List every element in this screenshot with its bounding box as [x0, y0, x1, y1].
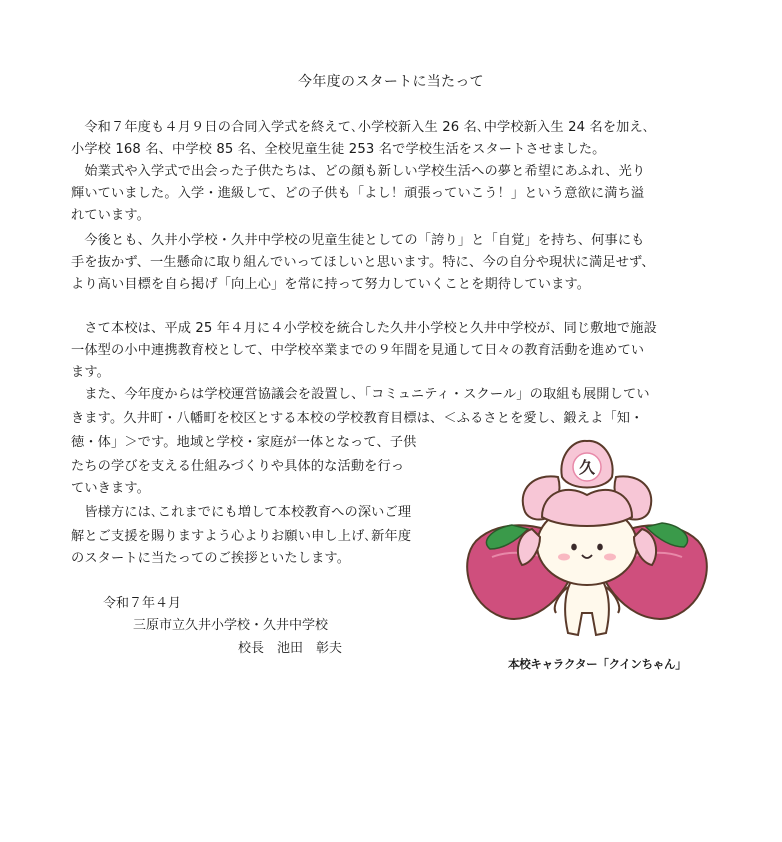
mascot-badge-char: 久 [578, 458, 596, 477]
body-line: れています。 [71, 208, 150, 223]
body-line: 一体型の小中連携教育校として、中学校卒業までの９年間を見通して日々の教育活動を進めてい [71, 343, 645, 358]
mascot-caption: 本校キャラクター「クインちゃん」 [508, 657, 687, 671]
body-line: 輝いていました。入学・進級して、どの子供も「よし！頑張っていこう！」という意欲に満ち溢 [71, 186, 645, 201]
body-line: 手を抜かず、一生懸命に取り組んでいってほしいと思います。特に、今の自分や現状に満足せず、 [71, 255, 655, 270]
body-line: 解とご支援を賜りますよう心よりお願い申し上げ､新年度 [71, 529, 412, 544]
body-line: 小学校 168 名、中学校 85 名、全校児童生徒 253 名で学校生活をスタートさせました。 [71, 142, 606, 157]
body-line: 徳・体」＞です。地域と学校・家庭が一体となって、子供 [71, 435, 417, 450]
body-line: 令和７年度も４月９日の合同入学式を終えて､小学校新入生 26 名､中学校新入生 24 名を加え､ [71, 120, 650, 135]
signature-date: 令和７年４月 [103, 596, 182, 611]
page-title: 今年度のスタートに当たって [298, 74, 484, 90]
body-line: さて本校は、平成 25 年４月に４小学校を統合した久井小学校と久井中学校が、同じ敷地で施設 [71, 321, 657, 336]
body-line: より高い目標を自ら掲げ「向上心」を常に持って努力していくことを期待しています。 [71, 277, 591, 292]
body-line: また、今年度からは学校運営協議会を設置し、「コミュニティ・スクール」の取組も展開してい [71, 387, 650, 402]
signature-principal: 校長 池田 彰夫 [238, 641, 343, 656]
body-line: ます。 [71, 365, 110, 380]
body-line: 今後とも、久井小学校・久井中学校の児童生徒としての「誇り」と「自覚」を持ち、何事にも [71, 233, 645, 248]
body-line: ていきます。 [71, 481, 150, 496]
body-line: 皆様方には､これまでにも増して本校教育への深いご理 [71, 505, 412, 520]
body-line: 始業式や入学式で出会った子供たちは、どの顔も新しい学校生活への夢と希望にあふれ、光り [71, 164, 646, 179]
body-line: のスタートに当たってのご挨拶といたします。 [71, 551, 351, 566]
body-line: たちの学びを支える仕組みづくりや具体的な活動を行っ [71, 459, 405, 474]
signature-school: 三原市立久井小学校・久井中学校 [133, 618, 329, 633]
mascot-illustration [462, 437, 712, 652]
body-line: きます。久井町・八幡町を校区とする本校の学校教育目標は、＜ふるさとを愛し、鍛えよ「知・ [71, 411, 644, 426]
